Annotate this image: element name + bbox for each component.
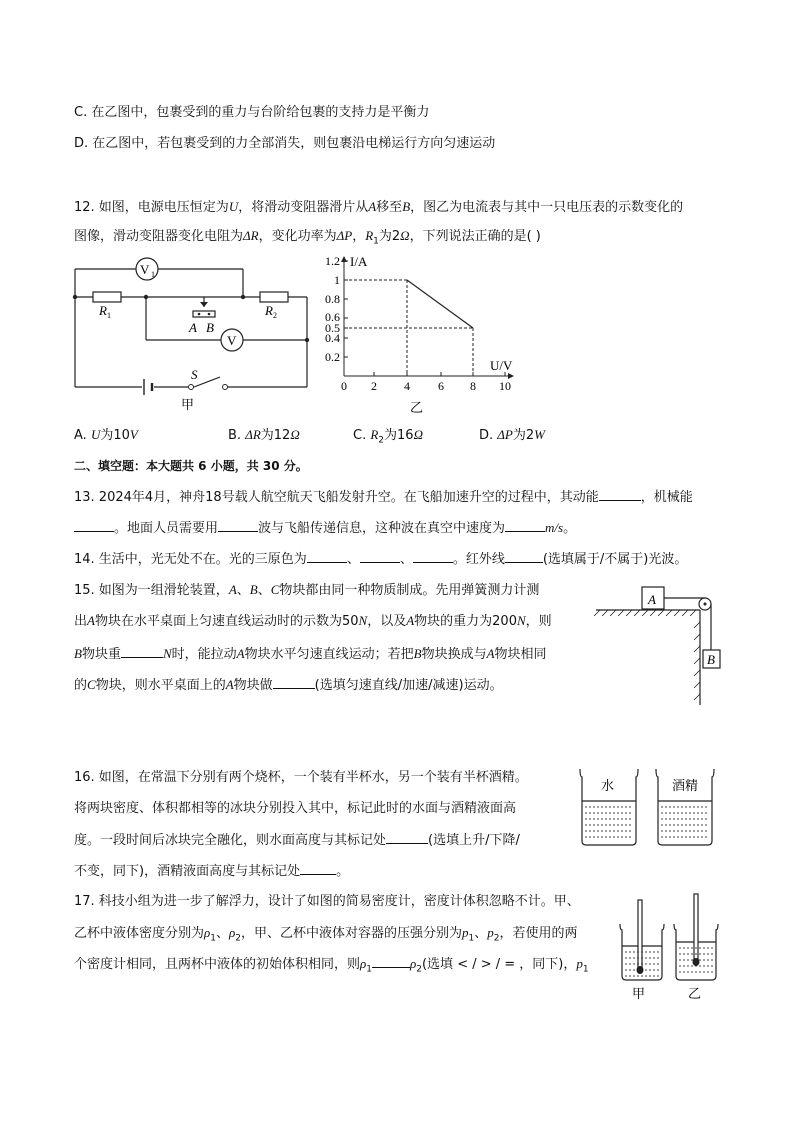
r1-sub: 1	[107, 311, 111, 320]
q15-line3: B物块重 N时，能拉动A物块水平匀速直线运动；若把B物块换成与A物块相同	[74, 646, 547, 662]
q12-option-c: C. $R_2$为16Ω	[353, 427, 423, 446]
y-tick-0-2: 0.2	[325, 350, 340, 364]
q16-line3: 度。一段时间后冰块完全融化，则水面高度与其标记处 (选填上升/下降/	[74, 833, 520, 848]
cup-yi-label: 乙	[688, 986, 702, 1001]
x-tick-8: 8	[470, 379, 476, 393]
q15-pulley-figure	[592, 580, 732, 710]
q17-cups-figure	[614, 892, 734, 1004]
slider-b-label: B	[206, 320, 214, 335]
y-tick-0-5: 0.5	[325, 321, 340, 335]
y-tick-1-2: 1.2	[325, 254, 340, 268]
r2-sub: 2	[273, 311, 277, 320]
alcohol-label: 酒精	[672, 778, 699, 793]
q12-iu-graph	[320, 252, 520, 417]
q12-option-b: B. ΔR为12Ω	[228, 427, 300, 443]
q16-line2: 将两块密度、体积都相等的冰块分别投入其中，标记此时的水面与酒精液面高	[74, 801, 517, 816]
graph-caption: 乙	[410, 400, 424, 415]
q15-line1: 15. 如图为一组滑轮装置，A、B、C物块都由同一种物质制成。先用弹簧测力计测	[74, 582, 540, 598]
switch-label: S	[191, 367, 198, 382]
y-tick-1: 1	[334, 273, 340, 287]
x-tick-0: 0	[341, 379, 347, 393]
y-tick-0-8: 0.8	[325, 292, 340, 306]
block-b-label: B	[707, 652, 715, 667]
cup-jia-label: 甲	[632, 986, 646, 1001]
x-tick-6: 6	[438, 379, 444, 393]
switch-icon	[189, 385, 194, 390]
v1-label: V	[140, 262, 150, 277]
q16-line4: 不变，同下)，酒精液面高度与其标记处 。	[74, 864, 350, 879]
q12-stem-line1: 12. 如图，电源电压恒定为U，将滑动变阻器滑片从A移至B，图乙为电流表与其中一只电压表的示数变化的	[74, 199, 684, 215]
q17-line2: 乙杯中液体密度分别为$\rho_1$、$\rho_2$，甲、乙杯中液体对容器的压强分别为$p_1$、$p_2$，若使用的两	[74, 925, 578, 944]
y-tick-0-6: 0.6	[325, 310, 340, 324]
data-line	[407, 280, 473, 328]
v-label: V	[227, 333, 237, 348]
x-axis-label: U/V	[490, 358, 513, 373]
r2-label: R	[265, 303, 273, 318]
q13-line1: 13. 2024年4月，神舟18号载人航空航天飞船发射升空。在飞船加速升空的过程中，其动能 ，机械能	[74, 490, 693, 505]
pulley-icon	[704, 603, 707, 606]
hydrometer-1-icon	[637, 966, 644, 974]
v1-sub: 1	[151, 270, 155, 279]
q15-line2: 出A物块在水平桌面上匀速直线运动时的示数为50N，以及A物块的重力为200N，则	[74, 613, 552, 629]
block-a-label: A	[648, 592, 656, 607]
q11-option-c: C. 在乙图中，包裹受到的重力与台阶给包裹的支持力是平衡力	[74, 105, 430, 120]
q16-beakers-figure	[572, 765, 742, 850]
q16-line1: 16. 如图，在常温下分别有两个烧杯，一个装有半杯水，另一个装有半杯酒精。	[74, 770, 528, 785]
q15-line4: 的C物块，则水平桌面上的A物块做 (选填匀速直线/加速/减速)运动。	[74, 677, 503, 693]
q12-circuit-diagram	[60, 255, 320, 415]
q14-line: 14. 生活中，光无处不在。光的三原色为 、 、 。红外线 (选填属于/不属于)光波。	[74, 552, 688, 567]
slider-a-label: A	[189, 320, 197, 335]
hydrometer-2-icon	[693, 958, 700, 966]
q12-option-d: D. ΔP为2W	[479, 427, 545, 443]
x-tick-2: 2	[371, 379, 377, 393]
slider-arrow-icon	[200, 302, 208, 307]
section-2-title: 二、填空题：本大题共 6 小题，共 30 分。	[74, 459, 308, 473]
circuit-caption: 甲	[181, 397, 195, 412]
y-axis-label: I/A	[350, 254, 368, 269]
q12-stem-line2: 图像，滑动变阻器变化电阻为ΔR，变化功率为ΔP，$R_1$为2Ω，下列说法正确的是( )	[74, 228, 541, 247]
q11-option-d: D. 在乙图中，若包裹受到的力全部消失，则包裹沿电梯运行方向匀速运动	[74, 136, 496, 151]
q12-option-a: A. U为10V	[74, 427, 138, 443]
q17-line3: 个密度计相同，且两杯中液体的初始体积相同，则$\rho_1$ $\rho_2$(选填 < / > / = ，同下)，$p_1$	[74, 956, 589, 975]
y-axis-arrow-icon	[341, 256, 347, 262]
x-tick-10: 10	[499, 379, 511, 393]
y-tick-0-4: 0.4	[325, 331, 340, 345]
water-label: 水	[601, 778, 615, 793]
r1-label: R	[99, 303, 107, 318]
x-tick-4: 4	[404, 379, 410, 393]
q17-line1: 17. 科技小组为进一步了解浮力，设计了如图的简易密度计，密度计体积忽略不计。甲、	[74, 894, 580, 909]
q13-line2: 。地面人员需要用 波与飞船传递信息，这种波在真空中速度为 m/s。	[74, 519, 576, 538]
